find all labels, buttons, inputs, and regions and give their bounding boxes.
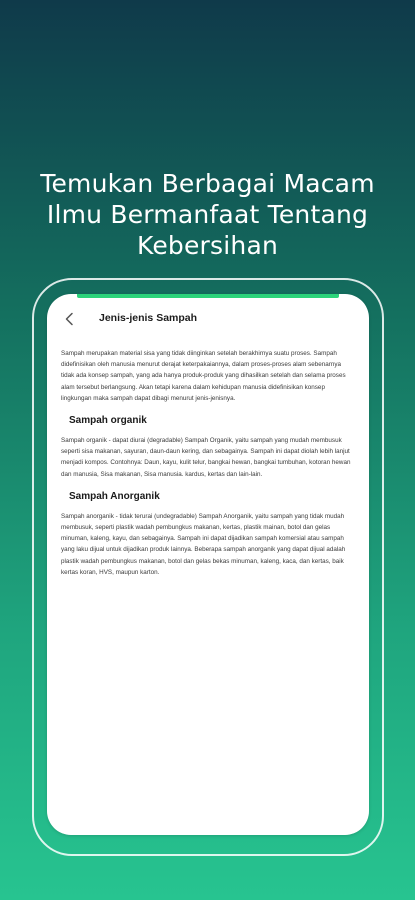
section-text-organik: Sampah organik - dapat diurai (degradable) Sampah Organik, yaitu sampah yang mudah membusuk seperti sisa makanan, sayuran, daun-daun kering, dan sebagainya. Sampah ini dapat diolah lebih lanjut menjadi kompos. Contohnya: Daun, kayu, kulit telur, bangkai hewan, bangkai tumbuhan, kotoran hewan dan manusia, Sisa makanan, Sisa manusia. kardus, kertas dan lain-lain. (61, 437, 351, 478)
section-text-anorganik: Sampah anorganik - tidak terurai (undegradable) Sampah Anorganik, yaitu sampah yang tidak mudah membusuk, seperti plastik wadah pembungkus makanan, kertas, plastik mainan, botol dan gelas minuman, kaleng, kayu, dan sebagainya. Sampah ini dapat dijadikan sampah komersial atau sampah yang laku dijual untuk dijadikan produk lainnya. Beberapa sampah anorganik yang dapat dijual adalah plastik wadah pembungkus makanan, botol dan gelas bekas minuman, kaleng, kaca, dan kertas, baik kertas koran, HVS, maupun karton. (61, 512, 346, 576)
section-heading-anorganik: Sampah Anorganik (69, 490, 160, 502)
chevron-left-icon[interactable] (59, 308, 81, 330)
page-title: Jenis-jenis Sampah (99, 312, 198, 324)
promo-headline (0, 168, 415, 261)
headline-line-1: Temukan Berbagai Macam (40, 169, 375, 198)
section-heading-organik: Sampah organik (69, 415, 147, 427)
app-bar (47, 304, 369, 336)
headline-line-3: Kebersihan (136, 231, 279, 260)
status-bar (77, 294, 339, 298)
app-screen (47, 294, 369, 835)
headline-line-2: Ilmu Bermanfaat Tentang (46, 200, 369, 229)
article-content (61, 348, 355, 578)
article-intro: Sampah merupakan material sisa yang tidak diinginkan setelah berakhirnya suatu proses. Sampah didefinisikan oleh manusia menurut derajat keterpakaiannya, dalam proses-proses alam sebenarnya tidak ada konsep sampah, yang ada hanya produk-produk yang dihasilkan setelah dan selama proses alam tersebut berlangsung. Akan tetapi karena dalam kehidupan manusia didefinisikan konsep lingkungan maka sampah dapat dibagi menurut jenis-jenisnya. (61, 350, 346, 402)
